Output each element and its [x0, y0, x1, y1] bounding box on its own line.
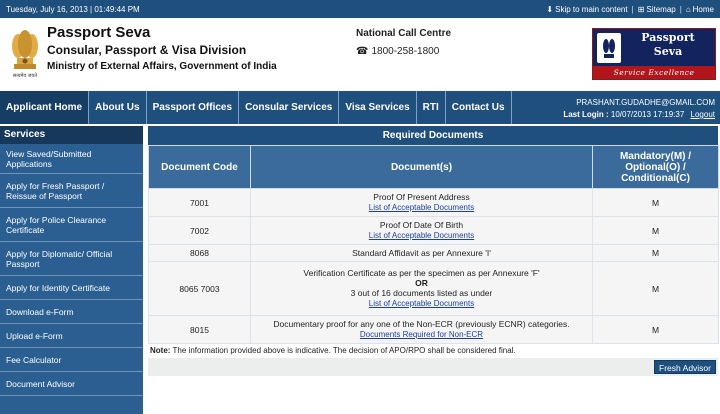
column-header-documents: Document(s)	[251, 146, 593, 189]
separator: |	[679, 4, 682, 14]
sidebar-item-upload-eform[interactable]: Upload e-Form	[0, 324, 143, 348]
note-text: The information provided above is indicative. The decision of APO/RPO shall be considered final.	[170, 346, 516, 355]
mini-emblem-icon	[597, 33, 621, 63]
services-sidebar	[0, 126, 143, 414]
documents-cell	[251, 245, 593, 262]
sidebar-item-fee-calculator[interactable]: Fee Calculator	[0, 348, 143, 372]
mandatory-flag-cell: M	[593, 316, 719, 344]
document-text: Proof Of Date Of Birth	[379, 220, 464, 230]
required-documents-panel	[148, 126, 718, 376]
document-text: Verification Certificate as per the specimen as per Annexure 'F'	[303, 268, 540, 278]
table-row	[149, 189, 719, 217]
document-code-cell: 7002	[149, 217, 251, 245]
required-documents-heading: Required Documents	[148, 126, 718, 145]
table-row	[149, 262, 719, 316]
logo-line-1: Passport	[641, 31, 695, 44]
sidebar-heading: Services	[0, 126, 143, 144]
document-code-cell: 8015	[149, 316, 251, 344]
main-navigation	[0, 91, 720, 124]
note-label: Note:	[150, 346, 171, 355]
site-header	[0, 18, 720, 91]
mandatory-flag-cell: M	[593, 217, 719, 245]
sitemap-icon: ⊞	[637, 4, 645, 14]
skip-to-main-link[interactable]	[546, 5, 627, 14]
acceptable-documents-link[interactable]: List of Acceptable Documents	[368, 203, 475, 212]
passport-seva-logo	[592, 28, 716, 80]
or-separator: OR	[415, 278, 428, 288]
sidebar-item-identity-certificate[interactable]: Apply for Identity Certificate	[0, 276, 143, 300]
sitemap-label: Sitemap	[646, 4, 676, 14]
acceptable-documents-link[interactable]: List of Acceptable Documents	[368, 231, 475, 240]
home-link[interactable]	[686, 5, 714, 14]
last-login-value: 10/07/2013 17:19:37	[610, 110, 685, 119]
down-arrow-icon: ⬇	[546, 4, 554, 14]
nav-passport-offices[interactable]: Passport Offices	[147, 91, 239, 124]
home-icon: ⌂	[685, 4, 691, 14]
document-code-cell: 8068	[149, 245, 251, 262]
logout-link[interactable]: Logout	[690, 110, 715, 119]
top-utility-bar	[0, 0, 720, 18]
table-row	[149, 245, 719, 262]
division-name: Consular, Passport & Visa Division	[47, 43, 247, 57]
nav-consular-services[interactable]: Consular Services	[239, 91, 339, 124]
call-centre	[356, 28, 451, 57]
home-label: Home	[692, 4, 714, 14]
action-bar	[148, 358, 718, 376]
ministry-name: Ministry of External Affairs, Government of India	[47, 61, 277, 72]
separator: |	[631, 4, 634, 14]
sidebar-item-document-advisor[interactable]: Document Advisor	[0, 372, 143, 396]
call-centre-number-row	[356, 46, 451, 57]
document-code-cell: 8065 7003	[149, 262, 251, 316]
current-datetime: Tuesday, July 16, 2013 | 01:49:44 PM	[6, 4, 140, 14]
document-text-2: 3 out of 16 documents listed as under	[350, 288, 493, 298]
user-email: PRASHANT.GUDADHE@GMAIL.COM	[576, 98, 715, 107]
documents-cell	[251, 262, 593, 316]
national-emblem-icon	[8, 24, 42, 80]
disclaimer-note	[148, 346, 718, 355]
mandatory-flag-cell: M	[593, 245, 719, 262]
documents-cell	[251, 217, 593, 245]
header-title-block	[47, 24, 277, 72]
sidebar-item-diplomatic-passport[interactable]: Apply for Diplomatic/ Official Passport	[0, 242, 143, 276]
sidebar-item-view-saved-applications[interactable]: View Saved/Submitted Applications	[0, 144, 143, 174]
nav-about-us[interactable]: About Us	[89, 91, 146, 124]
emblem-caption: सत्यमेव जयते	[12, 73, 38, 79]
logo-tagline: Service Excellence	[593, 66, 715, 79]
top-links	[546, 5, 714, 14]
logo-line-2: Seva	[653, 45, 683, 58]
last-login-label: Last Login :	[563, 110, 609, 119]
sidebar-item-download-eform[interactable]: Download e-Form	[0, 300, 143, 324]
mandatory-flag-cell: M	[593, 262, 719, 316]
sitemap-link[interactable]	[638, 5, 676, 14]
document-text: Documentary proof for any one of the Non-ECR (previously ECNR) categories.	[273, 319, 570, 329]
documents-cell	[251, 189, 593, 217]
last-login-row	[563, 109, 715, 121]
document-text: Proof Of Present Address	[373, 192, 470, 202]
acceptable-documents-link[interactable]: List of Acceptable Documents	[368, 299, 475, 308]
fresh-advisor-button[interactable]: Fresh Advisor	[654, 360, 716, 374]
document-code-cell: 7001	[149, 189, 251, 217]
nav-rti[interactable]: RTI	[417, 91, 446, 124]
site-title: Passport Seva	[47, 24, 151, 41]
non-ecr-documents-link[interactable]: Documents Required for Non-ECR	[359, 330, 484, 339]
call-centre-label: National Call Centre	[356, 28, 452, 39]
nav-applicant-home[interactable]: Applicant Home	[0, 91, 89, 124]
column-header-document-code: Document Code	[149, 146, 251, 189]
table-row	[149, 316, 719, 344]
sidebar-item-police-clearance[interactable]: Apply for Police Clearance Certificate	[0, 208, 143, 242]
table-header-row	[149, 146, 719, 189]
logo-text	[625, 31, 711, 59]
call-centre-number: 1800-258-1800	[371, 46, 440, 57]
column-header-mandatory: Mandatory(M) / Optional(O) / Conditional(C)	[593, 146, 719, 189]
required-documents-table	[148, 145, 719, 344]
sidebar-item-fresh-passport[interactable]: Apply for Fresh Passport / Reissue of Passport	[0, 174, 143, 208]
mandatory-flag-cell: M	[593, 189, 719, 217]
skip-to-main-label: Skip to main content	[555, 4, 628, 14]
nav-visa-services[interactable]: Visa Services	[339, 91, 416, 124]
nav-contact-us[interactable]: Contact Us	[446, 91, 512, 124]
documents-cell	[251, 316, 593, 344]
table-row	[149, 217, 719, 245]
phone-icon: ☎	[356, 46, 369, 57]
document-text: Standard Affidavit as per Annexure 'I'	[352, 248, 491, 258]
user-info	[563, 91, 720, 124]
